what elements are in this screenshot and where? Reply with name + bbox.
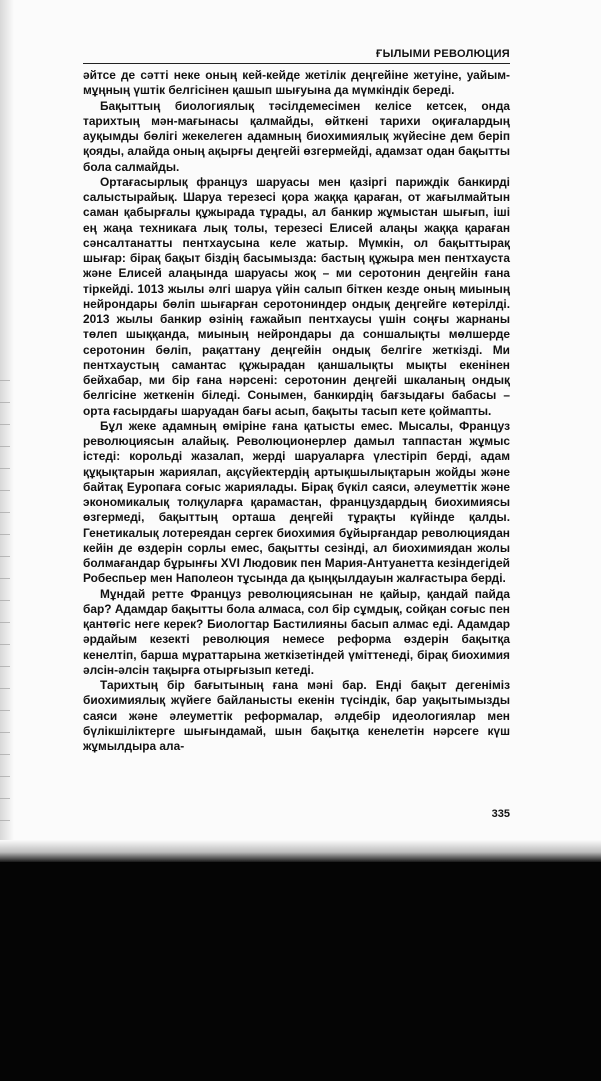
header-rule: [83, 63, 510, 64]
paragraph: Мұндай ретте Француз революциясынан не қайыр, қандай пайда бар? Адамдар бақытты бола алмаса, сол бір сұмдық, сойқан соғыс пен қантөгіс неге керек? Биологтар Бастилияны басып алмас еді. Адамдар әрдайым кезекті революция немесе реформа өздерін бақытқа кенелтіп, барша мұраттарына жеткізетіндей үміттенеді, бірақ биохимия әлсін-әлсін тақырға отырғызып кетеді.: [83, 586, 510, 677]
paragraph: Бақыттың биологиялық тәсілдемесімен келісе кетсек, онда тарихтың мән-мағынасы қалмайды, өйткені тарихи оқиғалардың ауқымды бөлігі жекелеген адамның биохимиялық жүйесіне дем беріп қояды, алайда оның ақырғы деңгейі өзгермейді, адамзат одан бақытты бола салмайды.: [83, 98, 510, 174]
spine-marks: [0, 380, 10, 840]
page-edge: [0, 840, 601, 862]
running-header: ҒЫЛЫМИ РЕВОЛЮЦИЯ: [376, 48, 510, 60]
page-number: 335: [491, 808, 510, 820]
scan-background: [0, 862, 601, 1081]
paragraph: Тарихтың бір бағытының ғана мәні бар. Енді бақыт дегеніміз биохимиялық жүйеге байланысты екенін түсіндік, бар уақытымызды саяси және әлеуметтік реформалар, әлдебір идеологиялар мен бүлікшіліктерге шығындамай, шын бақытқа кенелетін нәрсеге күш жұмылдыра ала-: [83, 678, 510, 753]
body-text: [83, 68, 510, 754]
paragraph: әйтсе де сәтті неке оның кей-кейде жетілік деңгейіне жетуіне, уайым-мұңның үштік белгісінен қашып шығуына да мүмкіндік береді.: [83, 68, 510, 98]
paragraph: Бұл жеке адамның өміріне ғана қатысты емес. Мысалы, Француз революциясын алайық. Революционерлер дамыл таппастан жұмыс істеді: корольді жазалап, жерді шаруаларға үлестіріп берді, адам құқықтарын жариялап, ақсүйектердің артықшылықтарын жойды және байтақ Еуропаға соғыс жариялады. Бірақ бүкіл саяси, әлеуметтік және экономикалық толқуларға қарамастан, француздардың биохимиясы өзгермеді, бақыттың орташа деңгейі тұрақты күйінде қалды. Генетикалық лотереядан сергек биохимия бұйырғандар революциядан кейін де өздерін сорлы емес, бақытты сезінді, ал биохимиядан жолы болмағандар бұрынғы XVI Людовик пен Мария-Антуанетта кезіндегідей Робеспьер мен Наполеон тұсында да қыңқылдауын жалғастыра берді.: [83, 418, 510, 586]
paragraph: Ортағасырлық француз шаруасы мен қазіргі париждік банкирді салыстырайық. Шаруа терезесі қора жаққа қараған, от жағылмайтын саман қабырғалы құжырада тұрады, ал банкир жұмыстан шығып, іші ең жаңа техникаға лық толы, терезесі Елисей алаңы жаққа қараған сәнсалтанатты пентхаусына келе жатыр. Мүмкін, ол бақыттырақ шығар: бірақ бақыт біздің басымызда: бастың құжыра мен пентхауста және Елисей алаңында шаруасы жоқ – ми серотонин деңгейін ғана тіркейді. 1013 жылы әлгі шаруа үйін салып біткен кезде оның миының нейрондары бөліп шығарған серотониндер ондық деңгейге көтерілді. 2013 жылы банкир өзінің ғажайып пентхаусы үшін соңғы жарнаны төлеп шыққанда, миының нейрондары да соншалықты мөлшерде серотонин бөліп, рақаттану деңгейін ондық белгіге жеткізді. Ми пентхаустың самантас құжырадан қаншалықты мықты екенінен бейхабар, ми бір ғана нәрсені: серотонин деңгейі шкаланың ондық белгісіне жеткенін біледі. Сонымен, банкирдің бағзыдағы бабасы – орта ғасырдағы шаруадан бағы асып, бақыты тасып кете қоймапты.: [83, 174, 510, 418]
